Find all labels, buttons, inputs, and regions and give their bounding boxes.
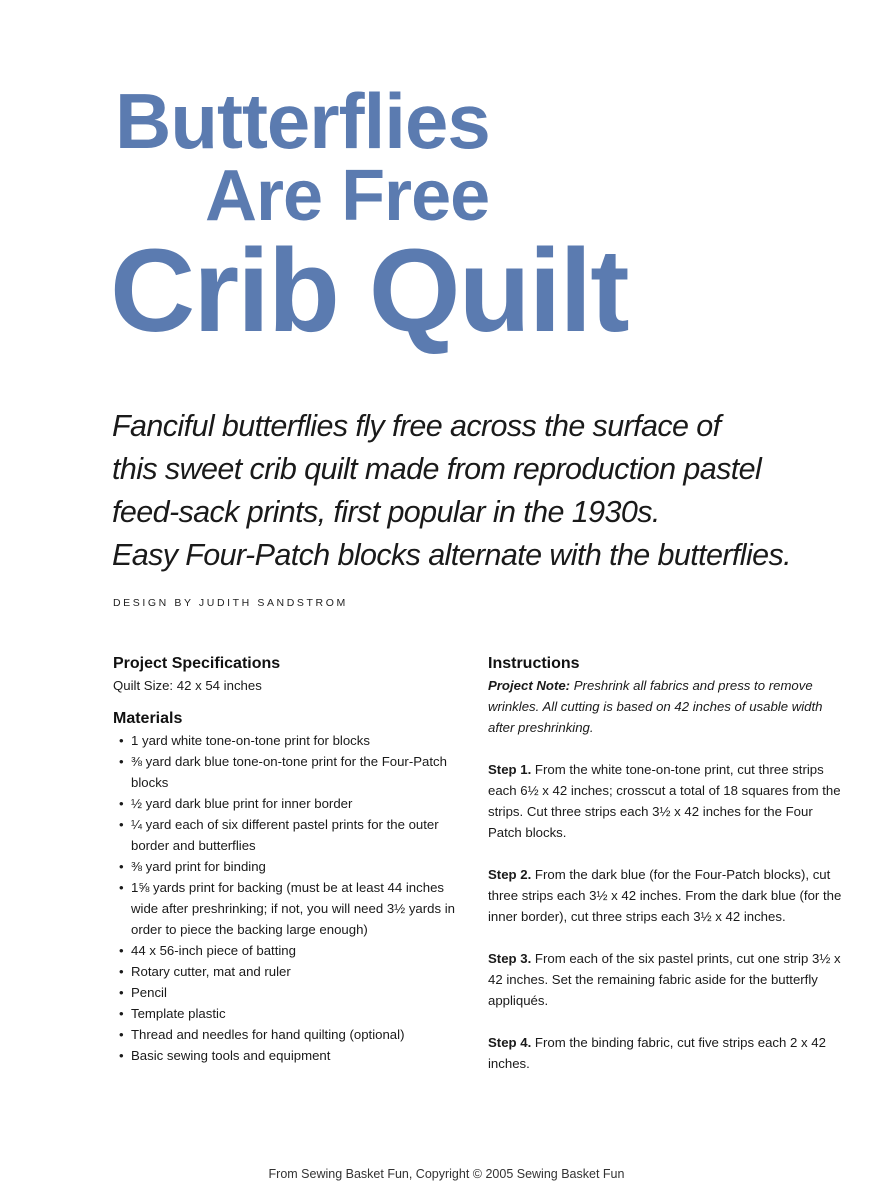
step-paragraph (488, 1032, 848, 1074)
specs-heading: Project Specifications (113, 655, 281, 672)
intro-line: this sweet crib quilt made from reproduction pastel (112, 452, 762, 486)
list-item (113, 814, 473, 856)
list-item (113, 1003, 473, 1024)
list-item (113, 982, 473, 1003)
project-note (488, 675, 848, 738)
materials-list (113, 730, 473, 1066)
bullet-icon: • (119, 985, 124, 1000)
step-label: Step 3. (488, 951, 532, 966)
bullet-icon: • (119, 1048, 124, 1063)
list-item (113, 856, 473, 877)
material-text: ¼ yard each of six different pastel prints for the outer border and butterflies (131, 817, 439, 853)
material-text: ⅜ yard print for binding (131, 859, 266, 874)
list-item (113, 877, 473, 940)
material-text: Basic sewing tools and equipment (131, 1048, 331, 1063)
step-paragraph (488, 759, 848, 843)
list-item (113, 1024, 473, 1045)
material-text: Thread and needles for hand quilting (optional) (131, 1027, 405, 1042)
list-item (113, 730, 473, 751)
material-text: 1 yard white tone-on-tone print for blocks (131, 733, 370, 748)
instructions-heading: Instructions (488, 655, 580, 672)
bullet-icon: • (119, 880, 124, 895)
designer-credit: DESIGN BY JUDITH SANDSTROM (113, 597, 348, 609)
intro-line: feed-sack prints, first popular in the 1930s. (112, 495, 660, 529)
quilt-size: Quilt Size: 42 x 54 inches (113, 678, 262, 693)
project-note-label: Project Note: (488, 678, 571, 693)
list-item (113, 1045, 473, 1066)
bullet-icon: • (119, 733, 124, 748)
title-line-2: Are Free (205, 156, 490, 236)
material-text: Pencil (131, 985, 167, 1000)
material-text: ½ yard dark blue print for inner border (131, 796, 353, 811)
step-text: From the dark blue (for the Four-Patch blocks), cut three strips each 3½ x 42 inches. From the dark blue (for the inner border), cut three strips each 3½ x 42 inches. (488, 867, 842, 924)
list-item (113, 961, 473, 982)
material-text: 1⅝ yards print for backing (must be at least 44 inches wide after preshrinking; if not, you will need 3½ yards in order to piece the backing large enough) (131, 880, 455, 937)
bullet-icon: • (119, 817, 124, 832)
bullet-icon: • (119, 859, 124, 874)
right-column (488, 653, 848, 1074)
bullet-icon: • (119, 943, 124, 958)
intro-paragraph (112, 405, 852, 577)
copyright-footer: From Sewing Basket Fun, Copyright © 2005 Sewing Basket Fun (268, 1167, 625, 1181)
step-text: From each of the six pastel prints, cut one strip 3½ x 42 inches. Set the remaining fabric aside for the butterfly appliqués. (488, 951, 841, 1008)
title-line-3: Crib Quilt (110, 225, 628, 357)
bullet-icon: • (119, 1027, 124, 1042)
step-label: Step 1. (488, 762, 532, 777)
list-item (113, 793, 473, 814)
step-label: Step 4. (488, 1035, 532, 1050)
step-paragraph (488, 948, 848, 1011)
material-text: Rotary cutter, mat and ruler (131, 964, 291, 979)
step-paragraph (488, 864, 848, 927)
bullet-icon: • (119, 796, 124, 811)
bullet-icon: • (119, 1006, 124, 1021)
bullet-icon: • (119, 964, 124, 979)
bullet-icon: • (119, 754, 124, 769)
material-text: ⅜ yard dark blue tone-on-tone print for the Four-Patch blocks (131, 754, 447, 790)
step-text: From the binding fabric, cut five strips each 2 x 42 inches. (488, 1035, 826, 1071)
step-text: From the white tone-on-tone print, cut three strips each 6½ x 42 inches; crosscut a total of 18 squares from the strips. Cut three strips each 3½ x 42 inches for the Four Patch blocks. (488, 762, 841, 840)
intro-line: Fanciful butterflies fly free across the surface of (112, 409, 721, 443)
materials-heading: Materials (113, 710, 183, 727)
project-note-text: Preshrink all fabrics and press to remove wrinkles. All cutting is based on 42 inches of usable width after preshrinking. (488, 678, 823, 735)
title-line-1: Butterflies (115, 77, 490, 165)
step-label: Step 2. (488, 867, 532, 882)
material-text: Template plastic (131, 1006, 226, 1021)
intro-line: Easy Four-Patch blocks alternate with the butterflies. (112, 538, 792, 572)
left-column (113, 653, 473, 1066)
list-item (113, 940, 473, 961)
material-text: 44 x 56-inch piece of batting (131, 943, 296, 958)
list-item (113, 751, 473, 793)
